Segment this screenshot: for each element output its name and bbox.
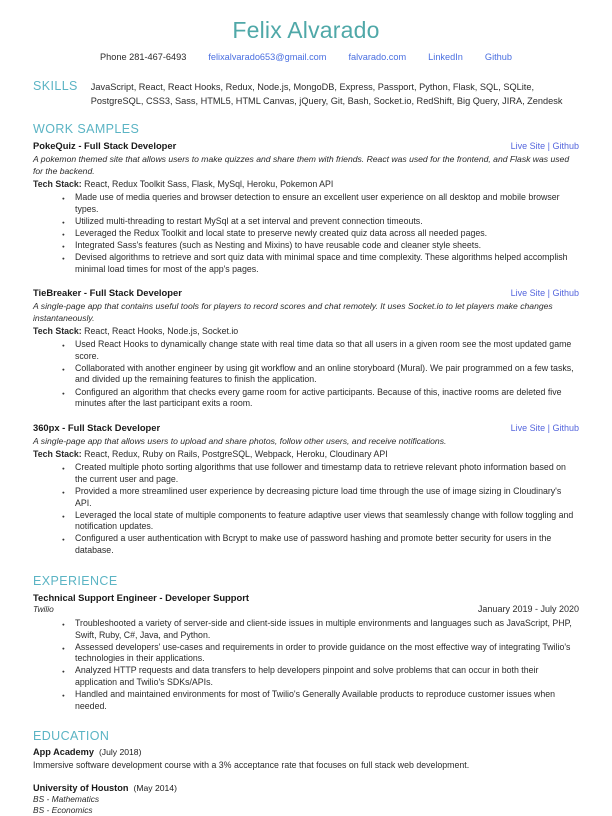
tech-stack-value: React, Redux, Ruby on Rails, PostgreSQL, Webpack, Heroku, Cloudinary API (81, 449, 388, 460)
project-bullet: ● Collaborated with another engineer by using git workflow and an online storyboard (Mural). We pair programmed on a few tasks, and divided up the remaining features to finish the application. (33, 363, 579, 386)
skills-list: JavaScript, React, React Hooks, Redux, Node.js, MongoDB, Express, Passport, Python, Flask, SQL, SQLite, PostgreSQL, CSS3, Sass, HTML5, HTML Canvas, jQuery, Git, Bash, Socket.io, RedShift, Big Query, JIRA, Zendesk (90, 82, 563, 106)
linkedin-link[interactable]: LinkedIn (428, 52, 463, 62)
project-description: A pokemon themed site that allows users to make quizzes and share them with friends. React was used for the frontend, and Flask was used for the backend. (33, 154, 570, 176)
project-title: PokeQuiz - Full Stack Developer (33, 140, 177, 151)
project-tech-stack (33, 448, 579, 460)
project-bullet: ● Integrated Sass's features (such as Nesting and Mixins) to have reusable code and cleaner style sheets. (33, 240, 579, 252)
project-bullet: ● Created multiple photo sorting algorithms that use follower and timestamp data to retrieve relevant photo information based on the current user and page. (33, 462, 579, 485)
project-bullet-list (33, 462, 579, 556)
education-degree: BS - Mathematics (33, 794, 100, 805)
project-entry (33, 421, 579, 557)
resume-page (0, 16, 612, 816)
education-school-line (33, 746, 579, 759)
education-school-line (33, 782, 579, 795)
work-samples-heading: WORK SAMPLES (33, 122, 140, 136)
job-title: Technical Support Engineer - Developer Support (33, 592, 249, 604)
project-bullet: ● Provided a more streamlined user experience by decreasing picture load time through the use of image sizing in Cloudinary's API. (33, 486, 579, 509)
education-list (33, 746, 579, 816)
page-title: Felix Alvarado (232, 17, 380, 43)
project-description: A single-page app that allows users to upload and share photos, follow other users, and receive notifications. (33, 435, 447, 446)
tech-stack-value: React, React Hooks, Node.js, Socket.io (81, 326, 239, 337)
email-link[interactable]: felixalvarado653@gmail.com (208, 52, 327, 62)
project-title-row (33, 139, 579, 153)
project-link-separator: | (545, 288, 553, 299)
project-bullet: ● Used React Hooks to dynamically change state with real time data so that all users in a given room see the most updated game score. (33, 339, 579, 362)
project-entry (33, 139, 579, 275)
project-link-separator: | (545, 141, 553, 151)
tech-stack-label: Tech Stack: (33, 449, 82, 460)
project-description: A single-page app that contains useful tools for players to record scores and chat remotely. It uses Socket.io to let players make changes instantaneously. (33, 301, 553, 323)
project-links (511, 422, 579, 435)
tech-stack-label: Tech Stack: (33, 179, 82, 189)
project-bullet: ● Devised algorithms to retrieve and sort quiz data with minimal space and time complexity. These algorithms helped accomplish minimal load times for most of the app's pages. (33, 252, 579, 275)
phone-text: Phone 281-467-6493 (100, 52, 187, 62)
project-entry (33, 286, 579, 410)
job-dates: January 2019 - July 2020 (477, 604, 579, 615)
project-title-row (33, 286, 579, 300)
project-links (511, 287, 579, 300)
education-school: App Academy (33, 747, 94, 758)
project-bullet: ● Utilized multi-threading to restart MySql at a set interval and prevent connection timeouts. (33, 216, 579, 228)
project-title-row (33, 421, 579, 435)
experience-heading: EXPERIENCE (33, 574, 118, 589)
education-school: University of Houston (33, 782, 129, 793)
project-bullet: ● Leveraged the Redux Toolkit and local state to preserve newly created quiz data across all needed pages. (33, 228, 579, 240)
job-bullet: ● Troubleshooted a variety of server-side and client-side issues in multiple environments and languages such as JavaScript, PHP, Swift, Ruby, C#, Java, and Python. (33, 618, 579, 641)
project-bullet: ● Configured an algorithm that checks every game room for active participants. Because of this, inactive rooms are deleted five minutes after the last participant exits a room. (33, 387, 579, 410)
github-link[interactable]: Github (484, 52, 512, 62)
education-date: (May 2014) (133, 782, 177, 793)
job-company: Twilio (33, 604, 54, 615)
project-links (511, 140, 579, 153)
project-link-separator: | (545, 422, 553, 433)
job-meta-row (33, 604, 579, 616)
skills-heading: SKILLS (33, 79, 78, 93)
project-bullet: ● Made use of media queries and browser detection to ensure an excellent user experience on all desktop and mobile browser types. (33, 192, 579, 215)
project-tech-stack (33, 178, 579, 190)
project-github-link[interactable]: Github (552, 141, 579, 151)
project-bullet-list (33, 192, 579, 275)
project-title: 360px - Full Stack Developer (33, 421, 161, 433)
education-entry (33, 782, 579, 816)
project-title: TieBreaker - Full Stack Developer (33, 287, 182, 299)
education-date: (July 2018) (98, 747, 142, 758)
education-entry (33, 746, 579, 771)
education-description: Immersive software development course with a 3% acceptance rate that focuses on full stack web development. (33, 759, 470, 770)
project-bullet-list (33, 339, 579, 410)
project-live-site-link[interactable]: Live Site (510, 422, 546, 433)
project-github-link[interactable]: Github (552, 288, 579, 299)
contact-row (33, 51, 579, 63)
education-degree: BS - Economics (33, 805, 93, 816)
project-tech-stack (33, 325, 579, 337)
project-bullet: ● Leveraged the local state of multiple components to feature adaptive user views that seamlessly change with follow toggling and notification updates. (33, 510, 579, 533)
project-live-site-link[interactable]: Live Site (510, 141, 546, 151)
job-bullet: ● Assessed developers' use-cases and requirements in order to provide guidance on the most effective way of integrating Twilio's technologies in their applications. (33, 642, 579, 665)
experience-list (33, 591, 579, 712)
project-live-site-link[interactable]: Live Site (510, 288, 546, 299)
tech-stack-label: Tech Stack: (33, 326, 82, 337)
project-bullet: ● Configured a user authentication with Bcrypt to make use of password hashing and promote better security for users in the database. (33, 533, 579, 556)
job-entry (33, 591, 579, 712)
website-link[interactable]: falvarado.com (348, 52, 407, 62)
job-bullet-list (33, 618, 579, 712)
skills-section (33, 79, 579, 108)
education-heading: EDUCATION (33, 729, 110, 744)
tech-stack-value: React, Redux Toolkit Sass, Flask, MySql, Heroku, Pokemon API (81, 179, 334, 189)
job-bullet: ● Analyzed HTTP requests and data transfers to help developers pinpoint and solve problems that can occur in both their application and Twilio's SDKs/APIs. (33, 665, 579, 688)
work-samples-list (33, 139, 579, 556)
job-bullet: ● Handled and maintained environments for most of Twilio's Generally Available products to reproduce customer issues when needed. (33, 689, 579, 712)
project-github-link[interactable]: Github (552, 422, 579, 433)
